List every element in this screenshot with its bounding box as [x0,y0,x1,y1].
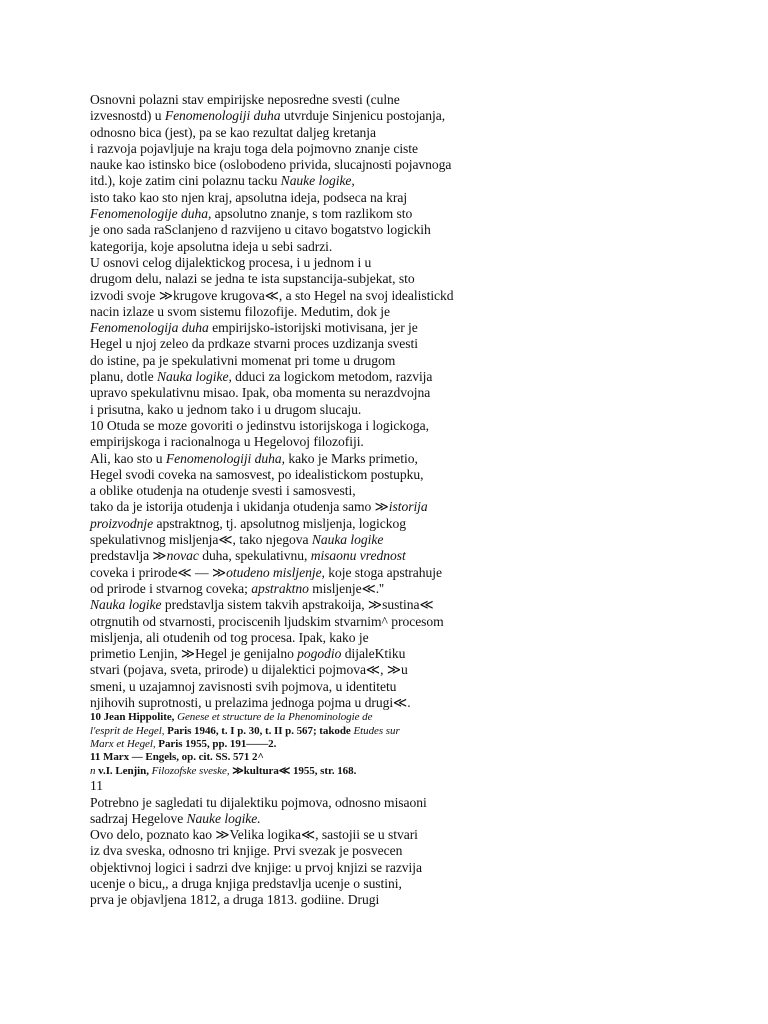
italic-text: istorija [388,499,428,515]
italic-text: l'esprit de Hegel, [90,724,165,737]
text-line [90,385,490,401]
text-segment: iz dva sveska, odnosno tri knjige. Prvi svezak je posvecen [90,843,403,859]
text-line [90,876,490,892]
text-segment: kategorija, koje apsolutna ideja u sebi sadrzi. [90,238,333,254]
italic-text: Genese et structure de la Phenominologie de [177,711,373,724]
text-line [90,402,490,418]
text-line [90,222,490,238]
text-line [90,597,490,613]
text-segment: apsolutno znanje, s tom razlikom sto [211,206,413,222]
footnote-line [90,738,490,751]
text-line [90,451,490,467]
text-line [90,565,490,581]
text-line [90,255,490,271]
italic-text: Nauka logike [311,532,384,548]
footnote-line [90,751,490,764]
text-segment: predstavlja sistem takvih apstrakoija, ≫sustina≪ [161,597,434,613]
text-segment: nacin izlaze u svom sistemu filozofije. Medutim, dok je [90,303,391,319]
footnote-line [90,725,490,738]
text-segment: Hegel u njoj zeleo da prdkaze stvarni proces uzdizanja svesti [90,336,418,352]
text-segment: itd.), koje zatim cini polaznu tacku [90,173,281,189]
italic-text: Nauke logike, [280,173,355,189]
text-segment: od prirode i stvarnog coveka; [90,580,252,596]
text-line [90,434,490,450]
text-line [90,614,490,630]
text-segment: Paris 1946, t. I p. 30, t. II p. 567; takode [164,724,354,737]
text-segment: dijaleKtiku [341,646,406,662]
text-segment: je ono sada raSclanjeno d razvijeno u citavo bogatstvo logickih [90,222,431,238]
text-line [90,843,490,859]
text-line [90,125,490,141]
italic-text: Fenomenologiji duha, [165,450,285,466]
text-line [90,304,490,320]
text-segment: i razvoja pojavljuje na kraju toga dela pojmovno znanje ciste [90,140,418,156]
italic-text: Fenomenologiji duha [164,108,281,124]
text-line [90,320,490,336]
text-segment: otrgnutih od stvarnosti, prociscenih ljudskim stvarnim^ procesom [90,613,444,629]
text-segment: upravo spekulativnu misao. Ipak, oba momenta su nerazdvojna [90,385,431,401]
text-line [90,467,490,483]
text-segment: empirijsko-istorijski motivisana, jer je [208,320,418,336]
text-line [90,860,490,876]
text-segment: smeni, u uzajamnoj zavisnosti svih pojmova, u identitetu [90,678,397,694]
text-segment: utvrduje Sinjenicu postojanja, [280,108,446,124]
text-segment: Potrebno je sagledati tu dijalektiku pojmova, odnosno misaoni [90,794,427,810]
text-segment: predstavlja ≫ [90,548,167,564]
text-line [90,827,490,843]
italic-text: Filozofske sveske, [151,764,233,777]
text-segment: Osnovni polazni stav empirijske neposredne svesti (culne [90,92,400,107]
text-line [90,92,490,108]
text-line [90,662,490,678]
text-segment: nauke kao istinsko bice (oslobodeno privida, slucajnosti pojavnoga [90,157,452,173]
text-segment: coveka i prirode≪ — ≫ [90,564,227,580]
italic-text: Fenomenologija duha [90,320,209,336]
text-line [90,173,490,189]
text-line [90,353,490,369]
text-segment: njihovih suprotnosti, u prelazima jednoga pojma u drugi≪. [90,694,411,710]
italic-text: otudeno misljenje, [226,564,325,580]
text-line [90,778,490,794]
text-segment: i prisutna, kako u jednom tako i u drugom slucaju. [90,401,362,417]
text-segment: 11 Marx — Engels, op. cit. SS. 571 2^ [90,751,264,764]
text-segment: isto tako kao sto njen kraj, apsolutna ideja, podseca na kraj [90,189,408,205]
text-line [90,369,490,385]
text-segment: Ovo delo, poznato kao ≫Velika logika≪, sastojii se u stvari [90,827,418,843]
text-line [90,499,490,515]
text-segment: empirijskoga i racionalnoga u Hegelovoj filozofiji. [90,434,364,450]
text-segment: duha, spekulativnu, [198,548,311,564]
text-segment: 10 Otuda se moze govoriti o jedinstvu istorijskoga i logickoga, [90,417,429,433]
text-segment: stvari (pojava, sveta, prirode) u dijalektici pojmova≪, ≫u [90,662,408,678]
text-segment: ≫kultura≪ 1955, str. 168. [232,764,357,777]
italic-text: novac [166,548,199,564]
text-segment: koje stoga apstrahuje [324,564,442,580]
text-line [90,239,490,255]
text-segment: dduci za logickom metodom, razvija [231,369,433,385]
text-segment: sadrzaj Hegelove [90,810,187,826]
text-line [90,336,490,352]
text-line [90,206,490,222]
text-line [90,516,490,532]
text-segment: tako da je istorija otudenja i ukidanja otudenja samo ≫ [90,499,389,515]
text-segment: Ali, kao sto u [90,450,166,466]
text-segment: 10 Jean Hippolite, [90,711,178,724]
italic-text: Fenomenologije duha, [90,206,212,222]
text-line [90,190,490,206]
text-line [90,548,490,564]
text-line [90,695,490,711]
text-line [90,630,490,646]
italic-text: Nauke logike. [186,810,261,826]
footnote-line [90,711,490,724]
text-segment: kako je Marks primetio, [284,450,418,466]
text-segment: misljenja, ali otudenih od tog procesa. Ipak, kako je [90,629,369,645]
text-line [90,418,490,434]
text-segment: izvodi svoje ≫krugove krugova≪, a sto Hegel na svoj idealistickd [90,287,454,303]
text-segment: apstraktnog, tj. apsolutnog misljenja, logickog [153,515,406,531]
italic-text: Etudes sur [353,724,400,737]
text-segment: misljenje≪.'' [308,580,384,596]
text-line [90,892,490,908]
text-segment: primetio Lenjin, ≫Hegel je genijalno [90,646,298,662]
text-column [90,92,490,909]
text-segment: a oblike otudenja na otudenje svesti i samosvesti, [90,483,356,499]
text-segment: 11 [90,778,103,794]
text-segment: prva je objavljena 1812, a druga 1813. godiine. Drugi [90,892,380,908]
italic-text: Nauka logike [90,597,162,613]
text-segment: izvesnostd) u [90,108,165,124]
text-line [90,811,490,827]
text-line [90,483,490,499]
italic-text: proizvodnje [90,515,154,531]
text-line [90,271,490,287]
text-segment: odnosno bica (jest), pa se kao rezultat daljeg kretanja [90,124,377,140]
text-segment: v.I. Lenjin, [98,764,152,777]
text-line [90,532,490,548]
text-line [90,157,490,173]
italic-text: Marx et Hegel, [90,738,156,751]
text-segment: drugom delu, nalazi se jedna te ista supstancija-subjekat, sto [90,271,415,287]
footnote-line [90,765,490,778]
text-line [90,679,490,695]
italic-text: misaonu vrednost [310,548,406,564]
text-segment: planu, dotle [90,369,157,385]
italic-text: apstraktno [251,580,309,596]
text-segment: do istine, pa je spekulativni momenat pri tome u drugom [90,352,396,368]
text-segment: Paris 1955, pp. 191——2. [155,738,277,751]
text-line [90,141,490,157]
text-segment: ucenje o bicu,, a druga knjiga predstavlja ucenje o sustini, [90,876,402,892]
text-line [90,581,490,597]
text-segment: Hegel svodi coveka na samosvest, po idealistickom postupku, [90,466,424,482]
italic-text: n [90,764,99,777]
italic-text: Nauka logike, [156,369,232,385]
text-line [90,795,490,811]
text-segment: objektivnoj logici i sadrzi dve knjige: u prvoj knjizi se razvija [90,859,422,875]
text-segment: U osnovi celog dijalektickog procesa, i u jednom i u [90,254,372,270]
text-line [90,288,490,304]
text-line [90,646,490,662]
italic-text: pogodio [297,646,342,662]
text-line [90,108,490,124]
text-segment: spekulativnog misljenja≪, tako njegova [90,532,312,548]
